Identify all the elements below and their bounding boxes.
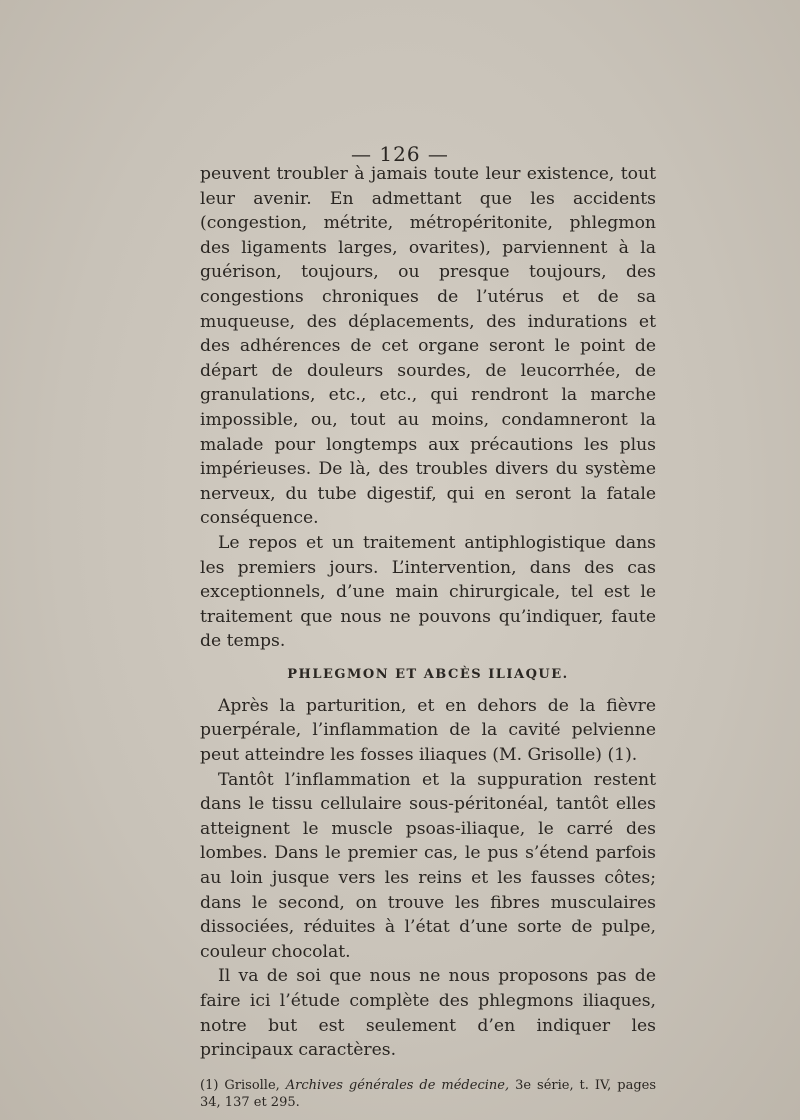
section-heading: PHLEGMON ET ABCÈS ILIAQUE.	[287, 666, 569, 682]
page-number: — 126 —	[351, 142, 449, 166]
footnote-title: Archives générales de médecine,	[285, 1077, 510, 1093]
paragraph: Après la parturition, et en dehors de la fièvre puerpérale, l’inflammation de la cavité pelvienne peut atteindre les fosses iliaques (M. Grisolle) (1).	[200, 695, 656, 766]
paragraph: Tantôt l’inflammation et la suppuration restent dans le tissu cellulaire sous-péritonéal, tantôt elles atteignent le muscle psoas-iliaque, le carré des lombes. Dans le premier cas, le pus s’étend parfois au loin jusque vers les reins et les fausses côtes; dans le second, on trouve les fibres musculaires dissociées, réduites à l’état d’une sorte de pulpe, couleur chocolat.	[200, 769, 656, 962]
paragraph: Il va de soi que nous ne nous proposons pas de faire ici l’étude complète des phlegmons iliaques, notre but est seulement d’en indiquer les principaux caractères.	[200, 966, 656, 1061]
paragraph: Le repos et un traitement antiphlogistique dans les premiers jours. L’intervention, dans des cas exceptionnels, d’une main chirurgicale, tel est le traitement que nous ne pouvons qu’indiquer, faute de temps.	[200, 532, 656, 652]
footnote-rest: 3e série, t. IV, pages 34, 137 et 295.	[200, 1077, 657, 1110]
paragraph: peuvent troubler à jamais toute leur existence, tout leur avenir. En admettant que les accidents (congestion, métrite, métropéritonite, phlegmon des ligaments larges, ovarites), parviennent à la guérison, toujours, ou presque toujours, des congestions chroniques de l’utérus et de sa muqueuse, des déplacements, des indurations et des adhérences de cet organe seront le point de départ de douleurs sourdes, de leucorrhée, de granulations, etc., etc., qui rendront la marche impossible, ou, tout au moins, condamneront la malade pour longtemps aux précautions les plus impérieuses. De là, des troubles divers du système nerveux, du tube digestif, qui en seront la fatale conséquence.	[200, 164, 656, 529]
footnote-marker: (1) Grisolle,	[200, 1077, 280, 1093]
footnote	[200, 1077, 656, 1111]
page-body	[200, 162, 656, 1111]
